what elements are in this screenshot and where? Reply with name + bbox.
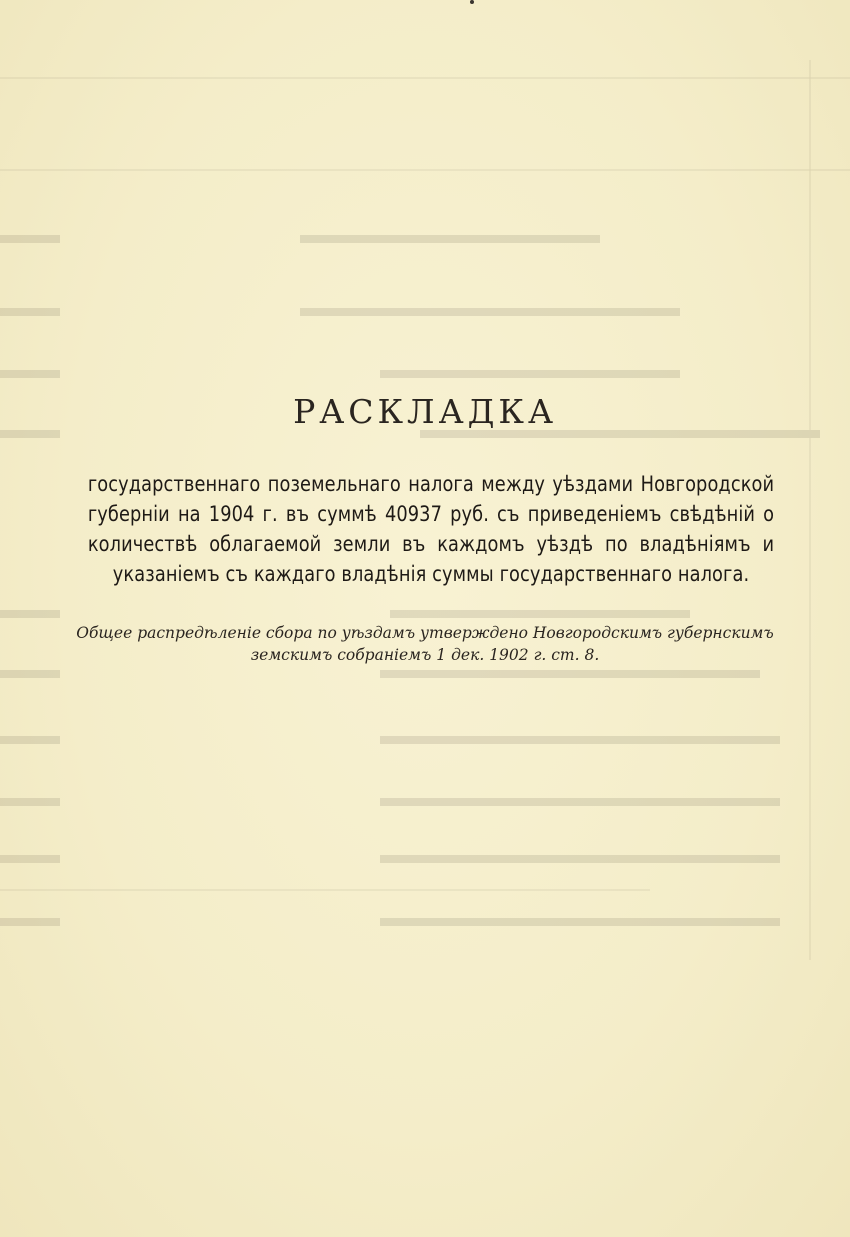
ink-speck bbox=[470, 0, 474, 4]
document-note: Общее распредѣленіе сбора по уѣздамъ утверждено Новгородскимъ губернскимъ земскимъ собраніемъ 1 дек. 1902 г. ст. 8. bbox=[76, 624, 774, 664]
document-title: РАСКЛАДКА bbox=[293, 392, 557, 431]
document-subtitle: государственнаго поземельнаго налога между уѣздами Новгородской губерніи на 1904 г. въ суммѣ 40937 руб. съ приведеніемъ свѣдѣній о количествѣ облагаемой земли въ каждомъ уѣздѣ по владѣніямъ и указаніемъ съ каждаго владѣнія суммы государственнаго налога. bbox=[87, 472, 775, 587]
